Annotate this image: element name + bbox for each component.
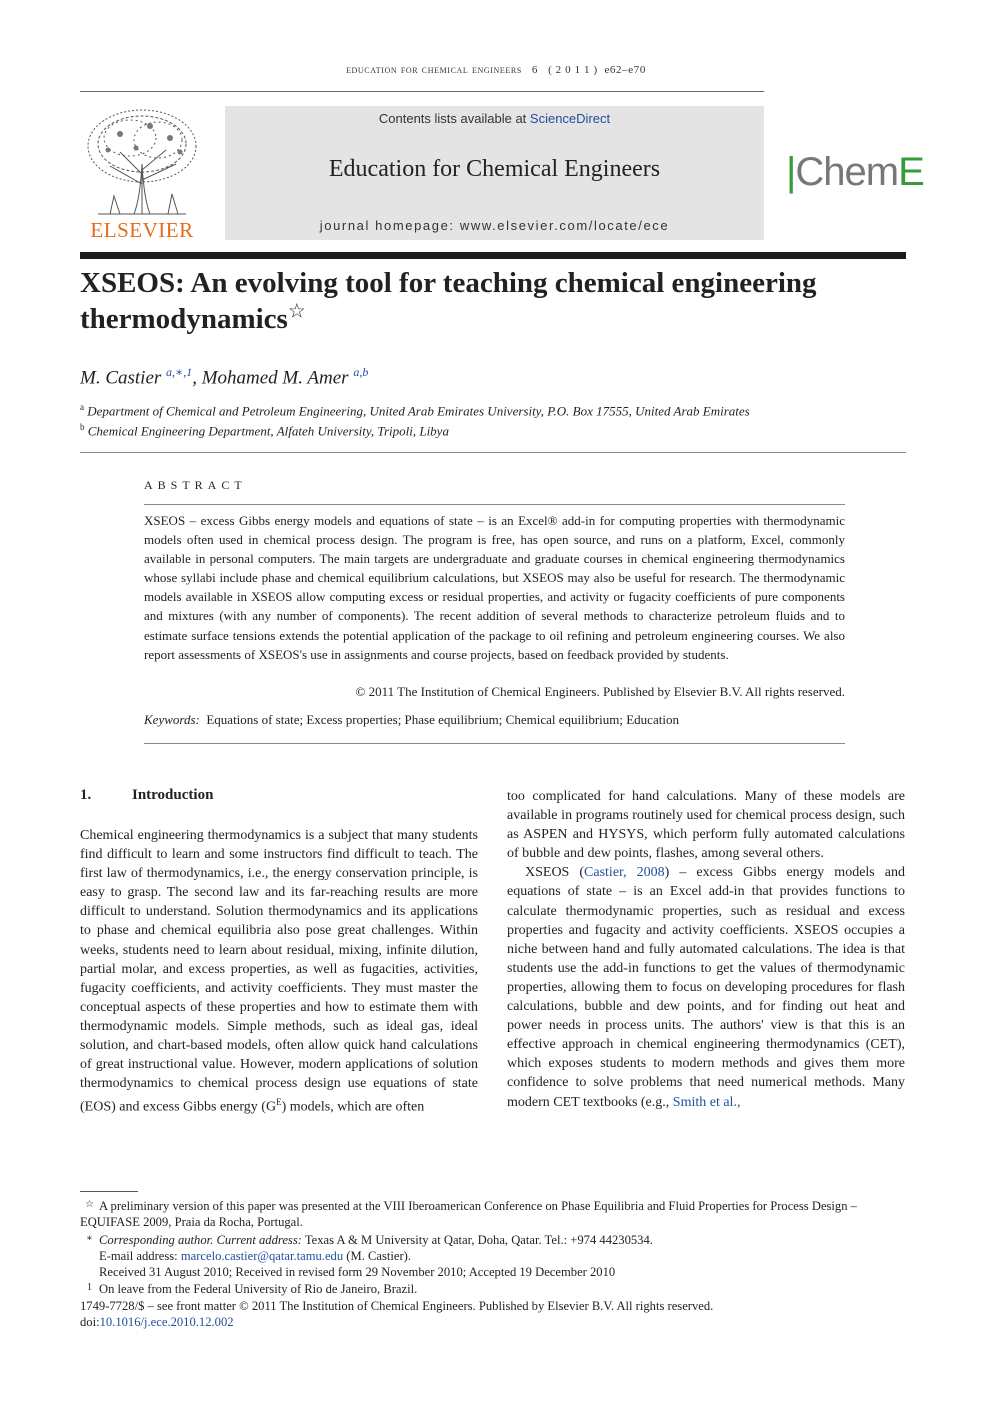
abstract-top-rule <box>144 504 845 505</box>
top-rule <box>80 91 764 92</box>
intro-paragraph-1-end: ) models, which are often <box>281 1099 425 1115</box>
icheme-logo-e: E <box>898 150 924 194</box>
affiliation-text: Chemical Engineering Department, Alfateh University, Tripoli, Libya <box>87 423 449 439</box>
intro-paragraph-1 <box>80 826 478 1117</box>
doi-prefix: doi: <box>80 1315 100 1330</box>
running-head-volume: 6 <box>531 64 538 76</box>
section-heading-introduction <box>80 787 213 804</box>
doi-link[interactable]: 10.1016/j.ece.2010.12.002 <box>99 1315 234 1330</box>
running-head-journal: education for chemical engineers <box>346 62 522 76</box>
icheme-logo-bar: | <box>786 150 796 194</box>
received-dates: Received 31 August 2010; Received in revised form 29 November 2010; Accepted 19 December 2010 <box>99 1265 616 1280</box>
affiliation-text: Department of Chemical and Petroleum Engineering, United Arab Emirates University, P.O. Box 17555, United Arab Emirates <box>87 403 750 419</box>
keywords-label: Keywords: <box>144 712 200 727</box>
header-thick-rule <box>80 252 906 259</box>
running-head-year: ( 2 0 1 1 ) <box>548 64 598 76</box>
footnote-star <box>80 1197 906 1231</box>
elsevier-tree-icon <box>80 104 204 220</box>
footnote-corresponding <box>80 1231 906 1248</box>
citation-smith-et-al[interactable]: Smith et al., <box>672 1094 741 1110</box>
elsevier-logo <box>80 104 204 244</box>
footnote-corr-text: Texas A & M University at Qatar, Doha, Qatar. Tel.: +974 44230534. <box>301 1232 653 1247</box>
journal-title: Education for Chemical Engineers <box>328 156 661 182</box>
intro-paragraph-1-continued: too complicated for hand calculations. Many of these models are available in programs routinely used for chemical process design, such as ASPEN and HYSYS, which perform fully automated calculations of bubble and dew points, flashes, among several others. <box>507 789 905 862</box>
issn-line: 1749-7728/$ – see front matter © 2011 The Institution of Chemical Engineers. Published by Elsevier B.V. All rights reserved. <box>80 1298 714 1313</box>
footnote-email <box>80 1248 906 1264</box>
affiliation-mark: a <box>80 402 84 412</box>
author-name: M. Castier <box>80 367 162 389</box>
icheme-logo-chem: Chem <box>795 150 899 194</box>
footnote-star-text: A preliminary version of this paper was presented at the VIII Iberoamerican Conference on Phase Equilibria and Fluid Properties for Process Design – EQUIFASE 2009, Praia da Rocha, Portugal. <box>80 1199 857 1230</box>
intro-paragraph-2 <box>507 863 905 1111</box>
affiliation-a <box>80 402 750 419</box>
abstract-copyright: © 2011 The Institution of Chemical Engineers. Published by Elsevier B.V. All rights reserved. <box>355 684 845 699</box>
paper-title-line2: thermodynamics <box>80 303 288 335</box>
author-name: Mohamed M. Amer <box>201 367 349 389</box>
citation-castier-2008[interactable]: Castier, 2008 <box>584 865 665 881</box>
abstract-bottom-rule <box>144 743 845 744</box>
footnote-leave-text: On leave from the Federal University of Rio de Janeiro, Brazil. <box>99 1282 418 1297</box>
author-affiliation-marks[interactable]: a,b <box>353 365 369 379</box>
footnote-corr-mark: ∗ <box>86 1232 93 1244</box>
author-separator: , <box>192 367 202 389</box>
email-label: E-mail address: <box>99 1248 181 1263</box>
email-link[interactable]: marcelo.castier@qatar.tamu.edu <box>180 1248 344 1263</box>
section-number: 1. <box>80 787 92 803</box>
author-list <box>80 365 368 389</box>
left-column <box>80 826 478 1117</box>
author-affiliation-marks[interactable]: a,∗,1 <box>166 365 193 379</box>
paper-title-line1: XSEOS: An evolving tool for teaching chemical engineering <box>80 267 817 299</box>
journal-homepage[interactable]: journal homepage: www.elsevier.com/locate/ece <box>319 218 670 233</box>
running-head <box>0 62 992 77</box>
abstract-body: XSEOS – excess Gibbs energy models and equations of state – is an Excel® add-in for computing properties with thermodynamic models often used in chemical process design. The program is free, has open source, and runs on a platform, Excel, commonly available in personal computers. The main targets are undergraduate and graduate courses in chemical engineering thermodynamics whose syllabi include phase and chemical equilibrium calculations, but XSEOS may also be useful for research. The thermodynamic models available in XSEOS allow computing excess or residual properties, and activity or fugacity coefficients of pure components and mixtures (with any number of components). The recent addition of several methods to characterize petroleum fluids and to estimate surface tensions extends the potential application of the package to oil refining and petroleum engineering courses. We also report assessments of XSEOS's use in assignments and course projects, based on feedback provided by students. <box>144 513 845 662</box>
footnote-leave-mark: 1 <box>87 1282 92 1294</box>
section-title: Introduction <box>132 787 214 803</box>
intro-paragraph-2-text: ) – excess Gibbs energy models and equations of state – is an Excel add-in that provides functions to calculate thermodynamic properties, such as residual and excess properties and fugacity and activity coefficients. XSEOS occupies a niche between hand and fully automated calculations. The idea is that students use the add-in functions to get the values of thermodynamic properties, allowing them to focus on developing procedures for flash calculations, bubble and dew points, and for finding out heat and power needs in process units. The authors' view is that this is an effective approach in chemical engineering thermodynamics (CET), which exposes students to modern methods and gives them more confidence to solve problems that need numerical methods. Many modern CET textbooks (e.g., <box>507 865 905 1110</box>
affiliation-b <box>80 422 449 439</box>
intro-paragraph-1-text: Chemical engineering thermodynamics is a subject that many students find difficult to learn and some instructors find difficult to teach. The first law of thermodynamics, i.e., the energy conservation principle, is easy to grasp. The second law and its far-reaching results are more difficult to understand. Solution thermodynamics and its applications to phase and chemical equilibria also pose great challenges. Within weeks, students need to learn about residual, mixing, infinite dilution, partial molar, and excess properties, as well as fugacities, activities, fugacity coefficients, and activity coefficients. They must master the conceptual aspects of these properties and how to estimate them with thermodynamic models. Simple methods, such as ideal gas, ideal solution, and chart-based models, often allow quick hand calculations of great instructional value. However, modern applications of solution thermodynamics to chemical process design use equations of state (EOS) and excess Gibbs energy (G <box>80 828 478 1115</box>
affiliation-rule <box>80 452 906 453</box>
footnote-rule <box>80 1191 138 1192</box>
icheme-logo <box>786 150 924 195</box>
abstract-heading: ABSTRACT <box>144 478 247 492</box>
elsevier-wordmark: ELSEVIER <box>90 218 194 242</box>
footnote-star-mark: ☆ <box>85 1199 94 1210</box>
sciencedirect-link[interactable]: ScienceDirect <box>529 111 611 126</box>
title-footnote-star[interactable]: ☆ <box>287 300 306 323</box>
email-suffix: (M. Castier). <box>343 1248 412 1263</box>
superscript-e: E <box>276 1097 282 1108</box>
keywords-list: Equations of state; Excess properties; Phase equilibrium; Chemical equilibrium; Education <box>206 712 679 727</box>
footnotes <box>80 1197 906 1330</box>
footnote-leave <box>80 1280 906 1297</box>
intro-paragraph-2-start: XSEOS ( <box>525 865 585 881</box>
footnote-corr-label: Corresponding author. Current address: <box>99 1232 302 1247</box>
affiliation-mark: b <box>80 422 85 432</box>
right-column <box>507 787 905 1112</box>
running-head-pages: e62–e70 <box>604 64 646 76</box>
contents-prefix: Contents lists available at <box>378 111 530 126</box>
doi-line <box>80 1314 906 1330</box>
contents-line <box>225 111 764 126</box>
paper-title <box>80 265 906 337</box>
keywords <box>144 712 845 728</box>
